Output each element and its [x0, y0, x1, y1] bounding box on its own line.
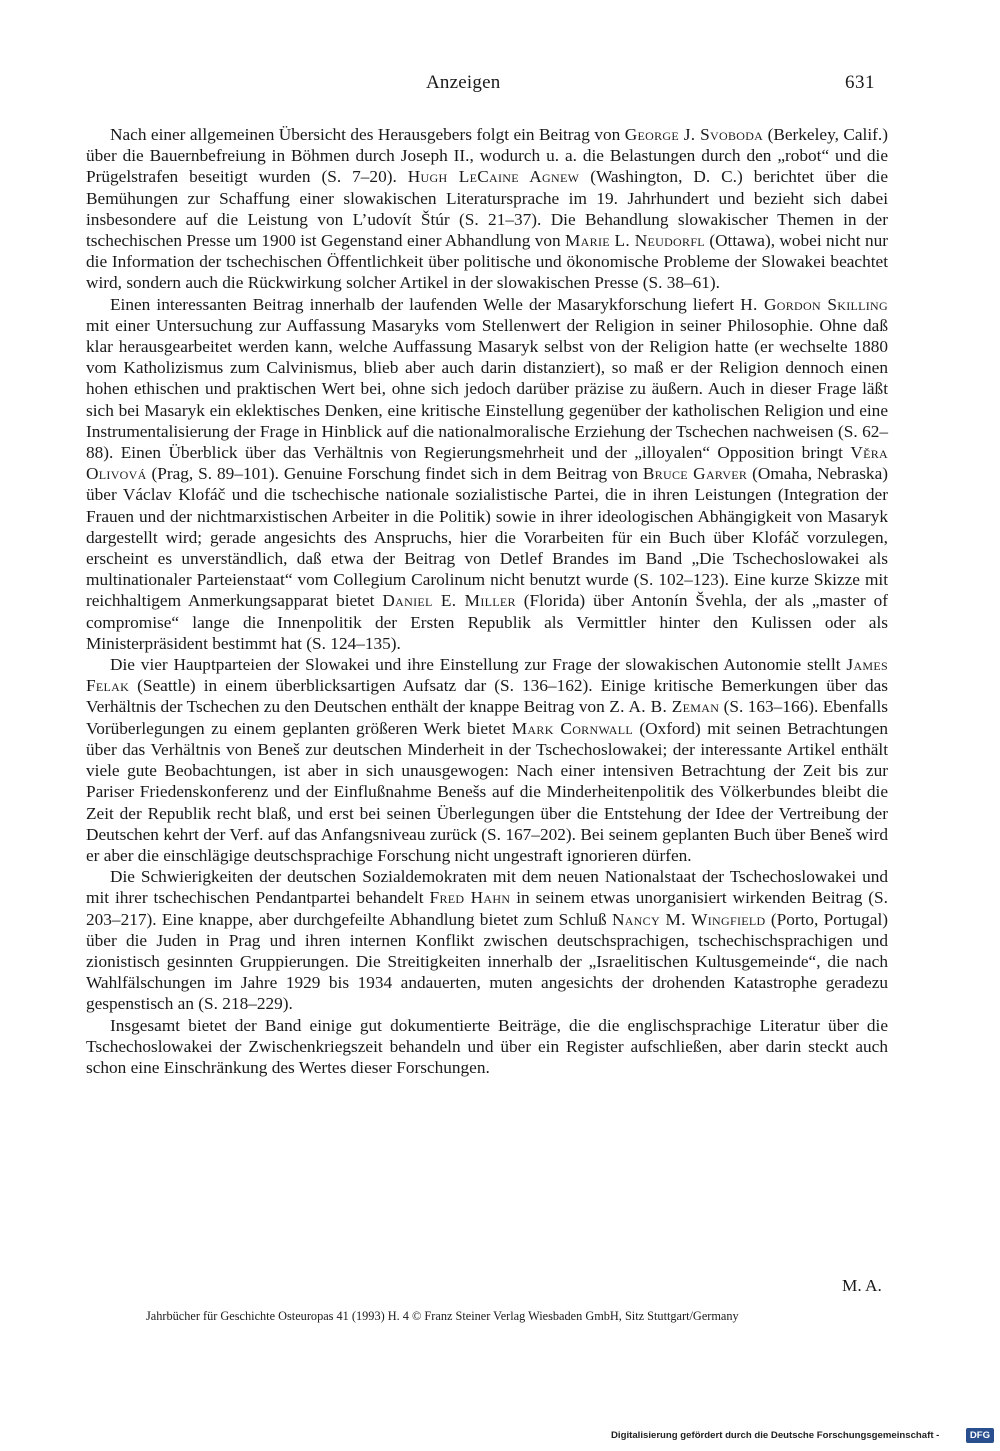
running-head: Anzeigen: [426, 72, 501, 93]
author-name: George J. Svoboda: [624, 125, 764, 144]
digitization-notice: Digitalisierung gefördert durch die Deutsche Forschungsgemeinschaft -: [611, 1430, 940, 1441]
paragraph-2: [86, 294, 888, 654]
paragraph-4: [86, 866, 888, 1014]
author-name: Věra Olivová: [86, 443, 888, 484]
text-segment: (Seattle) in einem überblicksartigen Aufsatz dar (S. 136–162). Einige kritische Bemerkungen über das Verhältnis der Tschechen zu den Deutschen enthält der knappe Beitrag von: [86, 676, 888, 717]
text-segment: Die vier Hauptparteien der Slowakei und ihre Einstellung zur Frage der slowakischen Autonomie stellt: [110, 655, 847, 675]
author-name: H. Gordon Skilling: [740, 294, 888, 314]
author-name: Daniel E. Miller: [382, 591, 516, 611]
text-segment: (Florida) über Antonín Švehla, der als „master of compromise“ lange die Innenpolitik der Ersten Republik als Vermittler hinter den Kulissen oder als Ministerpräsident bestimmt hat (S. 124–135).: [86, 591, 888, 653]
text-segment: Die Schwierigkeiten der deutschen Sozialdemokraten mit dem neuen Nationalstaat der Tschechoslowakei und mit ihrer tschechischen Pendantpartei behandelt: [86, 867, 888, 908]
text-segment: Nach einer allgemeinen Übersicht des Herausgebers folgt ein Beitrag von: [110, 125, 625, 144]
author-name: Mark Cornwall: [511, 718, 633, 738]
text-segment: (Washington, D. C.) berichtet über die Bemühungen zur Schaffung einer slowakischen Literatursprache im 19. Jahrhundert und bezieht sich dabei insbesondere auf die Leistung von L’udovít Štúr (S. 21–37). Die Behandlung slowakischer Themen in der tschechischen Presse um 1900 ist Gegenstand einer Abhandlung von: [86, 167, 888, 251]
dfg-logo: DFG: [966, 1428, 994, 1443]
author-name: Hugh LeCaine Agnew: [407, 167, 580, 187]
author-signature: M. A.: [842, 1276, 882, 1295]
text-segment: (Porto, Portugal) über die Juden in Prag und ihren internen Konflikt zwischen deutschsprachigen, tschechischsprachigen und zionistisch gesinnten Gruppierungen. Die Streitigkeiten innerhalb der „Israelitischen Kultusgemeinde“, die nach Wahlfälschungen im Jahre 1929 bis 1934 andauerten, muten angesichts der drohenden Katastrophe geradezu gespenstisch an (S. 218–229).: [86, 909, 888, 1014]
text-segment: (Oxford) mit seinen Betrachtungen über das Verhältnis von Beneš zur deutschen Minderheit in der Tschechoslowakei; der interessante Artikel enthält viele gute Beobachtungen, ist aber in sich unausgewogen: Nach einer intensiven Betrachtung der Zeit bis zur Pariser Friedenskonferenz und der Einflußnahme Benešs auf die Minderheitenpolitik des Völkerbundes bleibt die Zeit der Republik recht blaß, und erst bei seinen Überlegungen über die Entstehung der Idee der Vertreibung der Deutschen kehrt der Verf. auf das Anfangsniveau zurück (S. 167–202). Bei seinem geplanten Buch über Beneš wird er aber die einschlägige deutschsprachige Forschung nicht ungestraft ignorieren dürfen.: [86, 718, 888, 865]
journal-imprint: Jahrbücher für Geschichte Osteuropas 41 (1993) H. 4 © Franz Steiner Verlag Wiesbaden GmbH, Sitz Stuttgart/Germany: [146, 1309, 739, 1323]
body-text: [86, 124, 888, 1078]
author-name: Marie L. Neudorfl: [565, 231, 705, 251]
text-segment: Insgesamt bietet der Band einige gut dokumentierte Beiträge, die die englischsprachige Literatur über die Tschechoslowakei der Zwischenkriegszeit behandeln und über ein Register aufschließen, aber darin steckt auch schon eine Einschränkung des Wertes dieser Forschungen.: [86, 1015, 888, 1077]
text-segment: mit einer Untersuchung zur Auffassung Masaryks vom Stellenwert der Religion in seiner Philosophie. Ohne daß klar herausgearbeitet werden kann, welche Auffassung Masaryk selbst von der Religion hatte (er wechselte 1880 vom Katholizismus zum Calvinismus, blieb aber auch darin distanziert), so maß er der Religion dennoch einen hohen ethischen und praktischen Wert bei, ohne sich jedoch darüber präzise zu äußern. Auch in dieser Frage läßt sich bei Masaryk ein eklektisches Denken, eine kritische Einstellung gegenüber der katholischen Religion und eine Instrumentalisierung der Frage in Hinblick auf die nationalmoralische Erziehung der Tschechen nachweisen (S. 62–88). Einen Überblick über das Verhältnis von Regierungsmehrheit und der „illoyalen“ Opposition bringt: [86, 315, 888, 463]
text-segment: (Omaha, Nebraska) über Václav Klofáč und die tschechische nationale sozialistische Partei, die in ihren Leistungen (Integration der Frauen und der nichtmarxistischen Arbeiter in die Politik) sowie in ihrer ideologischen Abhängigkeit von Masaryk dargestellt wird; gerade angesichts des Anspruchs, hier die Vorarbeiten für ein Buch über Klofáč vorzulegen, erscheint es unverständlich, daß etwa der Beitrag von Detlef Brandes im Band „Die Tschechoslowakei als multinationaler Parteienstaat“ vom Collegium Carolinum nicht benutzt wurde (S. 102–123). Eine kurze Skizze mit reichhaltigem Anmerkungsapparat bietet: [86, 464, 888, 611]
author-name: Fred Hahn: [429, 888, 511, 908]
paragraph-5: [86, 1015, 888, 1079]
text-segment: (Berkeley, Calif.) über die Bauernbefreiung in Böhmen durch Joseph II., wodurch u. a. die Belastungen durch den „robot“ und die Prügelstrafen beseitigt wurden (S. 7–20).: [86, 125, 888, 187]
author-name: James Felak: [86, 655, 888, 696]
text-segment: Einen interessanten Beitrag innerhalb der laufenden Welle der Masarykforschung liefert: [110, 294, 741, 314]
paragraph-3: [86, 654, 888, 866]
text-segment: (Prag, S. 89–101). Genuine Forschung findet sich in dem Beitrag von: [146, 464, 643, 484]
author-name: Nancy M. Wingfield: [611, 909, 766, 929]
text-segment: (Ottawa), wobei nicht nur die Information der tschechischen Öffentlichkeit über politische und ökonomische Probleme der Slowakei beachtet wird, sondern auch die Rückwirkung solcher Artikel in der slowakischen Presse (S. 38–61).: [86, 231, 889, 293]
text-segment: in seinem etwas unorganisiert wirkenden Beitrag (S. 203–217). Eine knappe, aber durchgefeilte Abhandlung bietet zum Schluß: [86, 888, 888, 929]
page-number: 631: [845, 72, 875, 93]
text-segment: (S. 163–166). Ebenfalls Vorüberlegungen zu einem geplanten größeren Werk bietet: [86, 697, 888, 738]
author-name: Z. A. B. Zeman: [609, 697, 720, 717]
paragraph-1: [86, 124, 888, 294]
author-name: Bruce Garver: [642, 464, 748, 484]
